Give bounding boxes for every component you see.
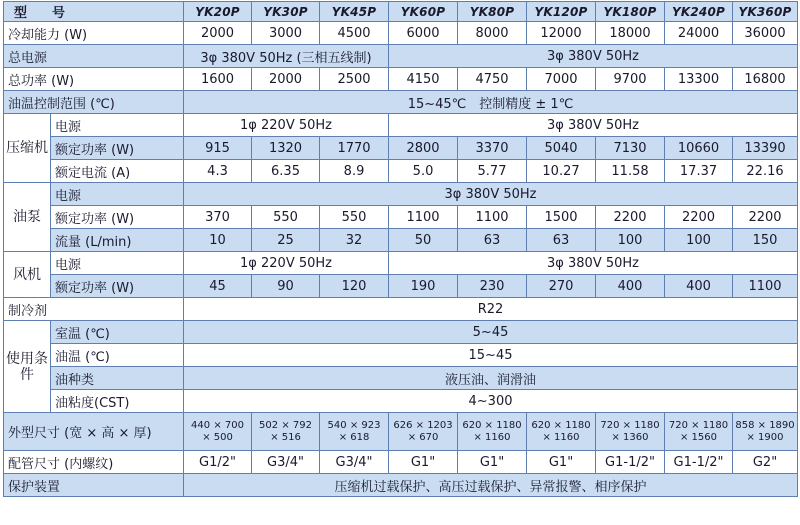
- cell-value: G1": [527, 451, 596, 474]
- conditions-group-label: 使用条件: [4, 321, 51, 413]
- cell-value: 2200: [665, 206, 733, 229]
- cell-value: 50: [389, 229, 458, 252]
- row-label: 额定功率 (W): [51, 275, 184, 298]
- pump-supply-row: [4, 183, 798, 206]
- pump-group-label: 油泵: [4, 183, 51, 252]
- row-label: 室温 (℃): [51, 321, 184, 344]
- cell-value: 4150: [389, 68, 458, 91]
- cell-value: 5~45: [184, 321, 798, 344]
- cell-value: 2200: [733, 206, 798, 229]
- row-label: 额定功率 (W): [51, 137, 184, 160]
- cell-value: G1": [389, 451, 458, 474]
- model-name: YK20P: [184, 2, 252, 22]
- cell-value: 1φ 220V 50Hz: [184, 114, 389, 137]
- cell-value: 1100: [733, 275, 798, 298]
- cooling-row: [4, 22, 798, 45]
- room-temp-row: [4, 321, 798, 344]
- dimensions-row: [4, 413, 798, 451]
- model-name: YK80P: [458, 2, 527, 22]
- cell-value: 10.27: [527, 160, 596, 183]
- cell-value: 17.37: [665, 160, 733, 183]
- cell-value: 1600: [184, 68, 252, 91]
- cell-value: 8.9: [320, 160, 389, 183]
- cell-value: 3φ 380V 50Hz: [389, 252, 798, 275]
- model-name: YK60P: [389, 2, 458, 22]
- cell-value: 915: [184, 137, 252, 160]
- protection-row: [4, 474, 798, 497]
- cell-value: 858 × 1890 × 1900: [733, 413, 798, 451]
- cell-value: 100: [596, 229, 665, 252]
- compressor-power-row: [4, 137, 798, 160]
- row-label: 油种类: [51, 367, 184, 390]
- cell-value: 16800: [733, 68, 798, 91]
- cell-value: 12000: [527, 22, 596, 45]
- pipe-size-row: [4, 451, 798, 474]
- cell-value: 400: [665, 275, 733, 298]
- cell-value: 3φ 380V 50Hz (三相五线制): [184, 45, 389, 68]
- cell-value: 120: [320, 275, 389, 298]
- cell-value: 10: [184, 229, 252, 252]
- row-label: 电源: [51, 183, 184, 206]
- cell-value: 5.77: [458, 160, 527, 183]
- cell-value: 3370: [458, 137, 527, 160]
- model-name: YK45P: [320, 2, 389, 22]
- cell-value: 620 × 1180 × 1160: [458, 413, 527, 451]
- cell-value: 10660: [665, 137, 733, 160]
- cell-value: 45: [184, 275, 252, 298]
- compressor-group-label: 压缩机: [4, 114, 51, 183]
- cell-value: 4750: [458, 68, 527, 91]
- cell-value: 9700: [596, 68, 665, 91]
- cell-value: 18000: [596, 22, 665, 45]
- cell-value: 32: [320, 229, 389, 252]
- viscosity-row: [4, 390, 798, 413]
- cell-value: 502 × 792 × 516: [252, 413, 320, 451]
- cell-value: G1-1/2": [596, 451, 665, 474]
- cell-value: 3000: [252, 22, 320, 45]
- cell-value: 2500: [320, 68, 389, 91]
- cell-value: 63: [527, 229, 596, 252]
- cell-value: 13390: [733, 137, 798, 160]
- cell-value: G3/4": [252, 451, 320, 474]
- row-label: 电源: [51, 114, 184, 137]
- pump-power-row: [4, 206, 798, 229]
- cell-value: 2000: [184, 22, 252, 45]
- cell-value: 230: [458, 275, 527, 298]
- oil-temp-row: [4, 344, 798, 367]
- header-row: [4, 2, 798, 22]
- spec-table: [3, 1, 798, 497]
- cell-value: 8000: [458, 22, 527, 45]
- cell-value: 25: [252, 229, 320, 252]
- cell-value: 4500: [320, 22, 389, 45]
- cell-value: 540 × 923 × 618: [320, 413, 389, 451]
- row-label: 总功率 (W): [4, 68, 184, 91]
- fan-supply-row: [4, 252, 798, 275]
- cell-value: 400: [596, 275, 665, 298]
- row-label: 油温 (℃): [51, 344, 184, 367]
- cell-value: 1770: [320, 137, 389, 160]
- row-label: 额定功率 (W): [51, 206, 184, 229]
- row-label: 电源: [51, 252, 184, 275]
- cell-value: 15~45: [184, 344, 798, 367]
- row-label: 配管尺寸 (内螺纹): [4, 451, 184, 474]
- row-label: 冷却能力 (W): [4, 22, 184, 45]
- model-name: YK360P: [733, 2, 798, 22]
- row-label: 外型尺寸 (宽 × 高 × 厚): [4, 413, 184, 451]
- cell-value: R22: [184, 298, 798, 321]
- cell-value: 550: [252, 206, 320, 229]
- cell-value: 6000: [389, 22, 458, 45]
- cell-value: 15~45℃ 控制精度 ± 1℃: [184, 91, 798, 114]
- cell-value: 190: [389, 275, 458, 298]
- cell-value: 13300: [665, 68, 733, 91]
- cell-value: 100: [665, 229, 733, 252]
- cell-value: 1320: [252, 137, 320, 160]
- cell-value: 5040: [527, 137, 596, 160]
- cell-value: 90: [252, 275, 320, 298]
- pump-flow-row: [4, 229, 798, 252]
- cell-value: 11.58: [596, 160, 665, 183]
- cell-value: 压缩机过载保护、高压过载保护、异常报警、相序保护: [184, 474, 798, 497]
- cell-value: 550: [320, 206, 389, 229]
- cell-value: 5.0: [389, 160, 458, 183]
- cell-value: 36000: [733, 22, 798, 45]
- row-label: 油温控制范围 (℃): [4, 91, 184, 114]
- cell-value: 63: [458, 229, 527, 252]
- model-name: YK240P: [665, 2, 733, 22]
- model-name: YK120P: [527, 2, 596, 22]
- cell-value: 1100: [389, 206, 458, 229]
- cell-value: G1/2": [184, 451, 252, 474]
- cell-value: 2200: [596, 206, 665, 229]
- oil-type-row: [4, 367, 798, 390]
- cell-value: 3φ 380V 50Hz: [389, 45, 798, 68]
- cell-value: 22.16: [733, 160, 798, 183]
- cell-value: G1": [458, 451, 527, 474]
- model-header-label: 型 号: [4, 2, 184, 22]
- total-power-row: [4, 68, 798, 91]
- cell-value: G2": [733, 451, 798, 474]
- compressor-current-row: [4, 160, 798, 183]
- cell-value: 1φ 220V 50Hz: [184, 252, 389, 275]
- model-name: YK30P: [252, 2, 320, 22]
- cell-value: 液压油、润滑油: [184, 367, 798, 390]
- cell-value: 4.3: [184, 160, 252, 183]
- row-label: 制冷剂: [4, 298, 184, 321]
- cell-value: 150: [733, 229, 798, 252]
- cell-value: 6.35: [252, 160, 320, 183]
- cell-value: 3φ 380V 50Hz: [184, 183, 798, 206]
- cell-value: G3/4": [320, 451, 389, 474]
- cell-value: 1100: [458, 206, 527, 229]
- power-supply-row: [4, 45, 798, 68]
- refrigerant-row: [4, 298, 798, 321]
- row-label: 流量 (L/min): [51, 229, 184, 252]
- cell-value: 7130: [596, 137, 665, 160]
- oil-temp-range-row: [4, 91, 798, 114]
- compressor-supply-row: [4, 114, 798, 137]
- fan-power-row: [4, 275, 798, 298]
- model-name: YK180P: [596, 2, 665, 22]
- cell-value: 626 × 1203 × 670: [389, 413, 458, 451]
- row-label: 保护装置: [4, 474, 184, 497]
- row-label: 总电源: [4, 45, 184, 68]
- cell-value: 24000: [665, 22, 733, 45]
- cell-value: 3φ 380V 50Hz: [389, 114, 798, 137]
- cell-value: 4~300: [184, 390, 798, 413]
- cell-value: 370: [184, 206, 252, 229]
- cell-value: 7000: [527, 68, 596, 91]
- cell-value: 440 × 700 × 500: [184, 413, 252, 451]
- cell-value: 2000: [252, 68, 320, 91]
- row-label: 额定电流 (A): [51, 160, 184, 183]
- row-label: 油粘度(CST): [51, 390, 184, 413]
- cell-value: 720 × 1180 × 1360: [596, 413, 665, 451]
- cell-value: 2800: [389, 137, 458, 160]
- fan-group-label: 风机: [4, 252, 51, 298]
- cell-value: 1500: [527, 206, 596, 229]
- cell-value: 270: [527, 275, 596, 298]
- cell-value: 620 × 1180 × 1160: [527, 413, 596, 451]
- cell-value: 720 × 1180 × 1560: [665, 413, 733, 451]
- cell-value: G1-1/2": [665, 451, 733, 474]
